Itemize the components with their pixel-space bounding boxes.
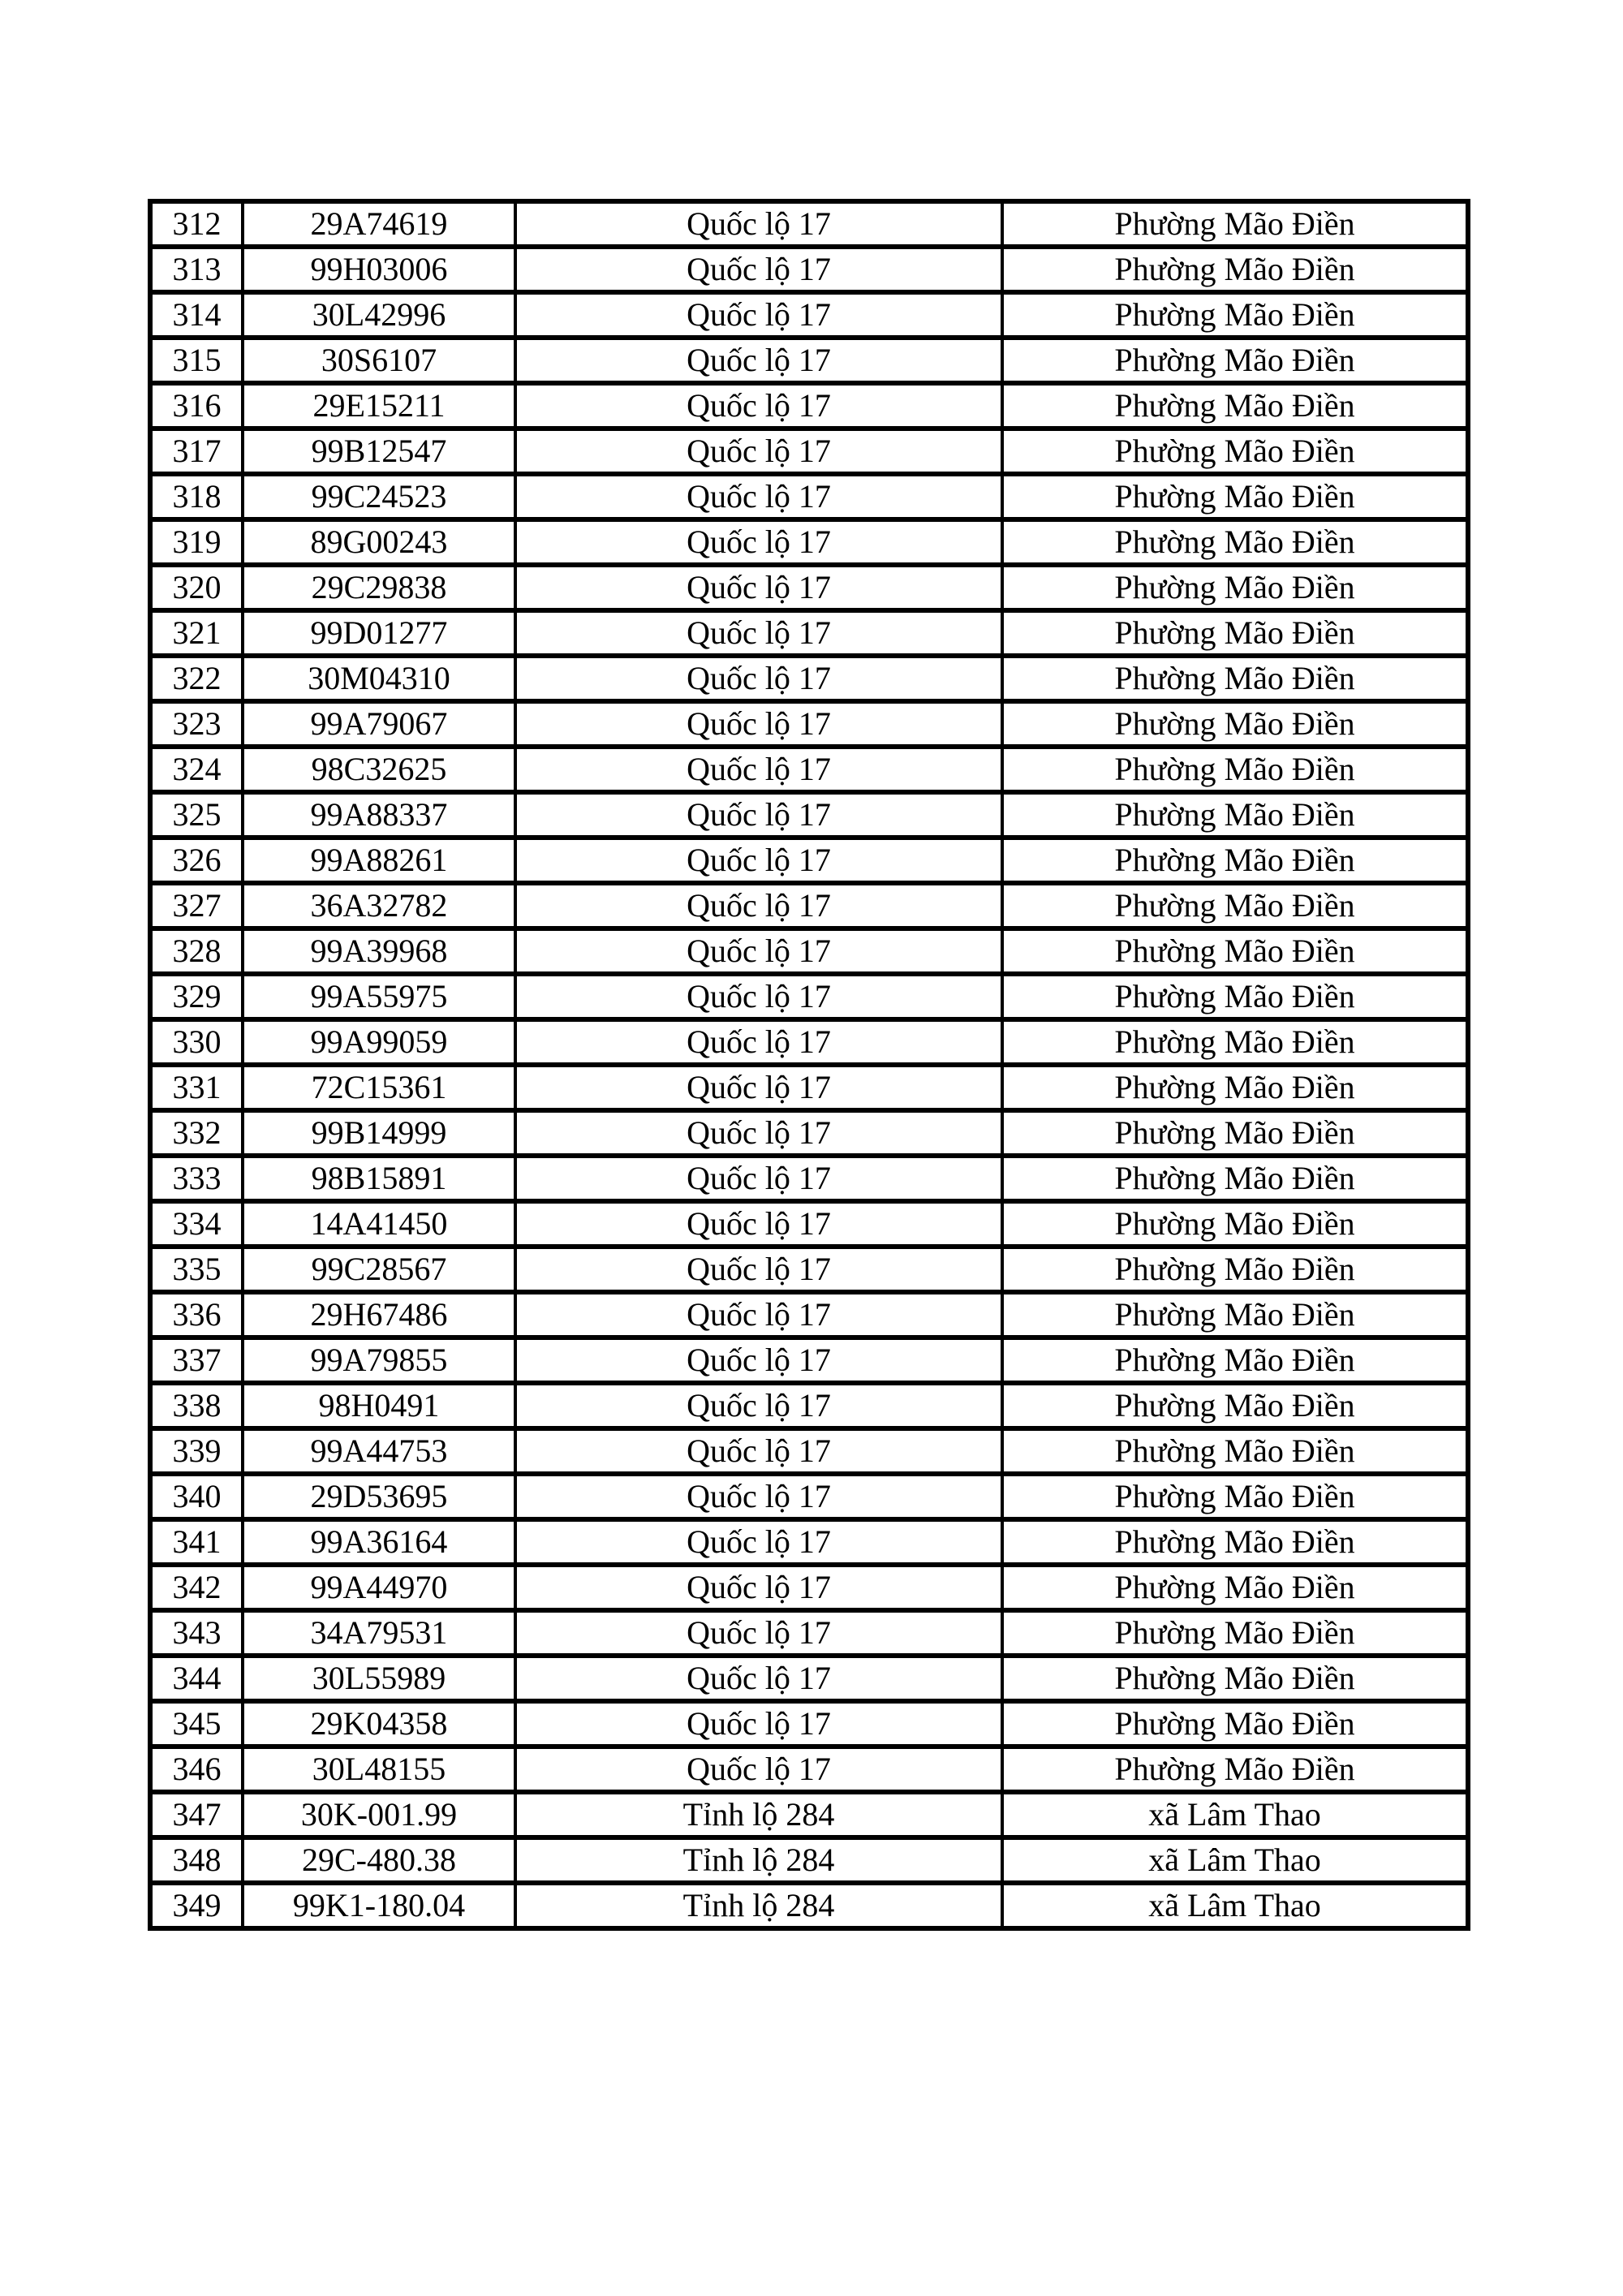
cell-road: Quốc lộ 17 (515, 928, 1002, 974)
cell-no: 325 (150, 792, 243, 838)
cell-plate: 99C24523 (243, 474, 515, 519)
cell-no: 315 (150, 338, 243, 383)
table-row (150, 1383, 1468, 1428)
cell-road: Quốc lộ 17 (515, 1428, 1002, 1474)
cell-road: Quốc lộ 17 (515, 292, 1002, 338)
cell-plate: 99A55975 (243, 974, 515, 1019)
table-row (150, 1474, 1468, 1519)
cell-road: Quốc lộ 17 (515, 1110, 1002, 1156)
cell-no: 348 (150, 1837, 243, 1883)
table-row (150, 1610, 1468, 1656)
cell-plate: 29A74619 (243, 201, 515, 247)
cell-plate: 29H67486 (243, 1292, 515, 1338)
cell-plate: 99A88261 (243, 838, 515, 883)
table-row (150, 1519, 1468, 1565)
cell-location: xã Lâm Thao (1002, 1837, 1468, 1883)
cell-plate: 29D53695 (243, 1474, 515, 1519)
cell-road: Quốc lộ 17 (515, 656, 1002, 701)
cell-no: 331 (150, 1065, 243, 1110)
cell-plate: 99A44753 (243, 1428, 515, 1474)
cell-no: 340 (150, 1474, 243, 1519)
table-row (150, 1428, 1468, 1474)
cell-plate: 99A88337 (243, 792, 515, 838)
cell-plate: 14A41450 (243, 1201, 515, 1247)
cell-plate: 99C28567 (243, 1247, 515, 1292)
cell-no: 316 (150, 383, 243, 429)
cell-plate: 29C29838 (243, 565, 515, 610)
table-row (150, 1065, 1468, 1110)
cell-plate: 98C32625 (243, 747, 515, 792)
table-row (150, 747, 1468, 792)
table-row (150, 201, 1468, 247)
cell-plate: 29E15211 (243, 383, 515, 429)
cell-road: Quốc lộ 17 (515, 338, 1002, 383)
cell-plate: 99A39968 (243, 928, 515, 974)
cell-location: Phường Mão Điền (1002, 610, 1468, 656)
cell-no: 328 (150, 928, 243, 974)
cell-road: Quốc lộ 17 (515, 1065, 1002, 1110)
cell-location: Phường Mão Điền (1002, 1338, 1468, 1383)
cell-no: 312 (150, 201, 243, 247)
cell-location: Phường Mão Điền (1002, 883, 1468, 928)
table-row (150, 474, 1468, 519)
cell-location: Phường Mão Điền (1002, 1019, 1468, 1065)
cell-plate: 36A32782 (243, 883, 515, 928)
cell-road: Quốc lộ 17 (515, 201, 1002, 247)
table-row (150, 565, 1468, 610)
cell-no: 317 (150, 429, 243, 474)
cell-plate: 99A79855 (243, 1338, 515, 1383)
cell-no: 322 (150, 656, 243, 701)
table-row (150, 792, 1468, 838)
cell-road: Quốc lộ 17 (515, 838, 1002, 883)
cell-location: Phường Mão Điền (1002, 1610, 1468, 1656)
cell-road: Quốc lộ 17 (515, 701, 1002, 747)
cell-plate: 30L55989 (243, 1656, 515, 1701)
cell-no: 320 (150, 565, 243, 610)
table-row (150, 883, 1468, 928)
cell-road: Quốc lộ 17 (515, 1201, 1002, 1247)
cell-plate: 99A99059 (243, 1019, 515, 1065)
cell-location: Phường Mão Điền (1002, 1701, 1468, 1747)
cell-location: Phường Mão Điền (1002, 928, 1468, 974)
cell-no: 329 (150, 974, 243, 1019)
cell-no: 323 (150, 701, 243, 747)
cell-road: Quốc lộ 17 (515, 565, 1002, 610)
cell-location: Phường Mão Điền (1002, 338, 1468, 383)
cell-road: Quốc lộ 17 (515, 610, 1002, 656)
cell-location: Phường Mão Điền (1002, 292, 1468, 338)
cell-plate: 34A79531 (243, 1610, 515, 1656)
cell-location: Phường Mão Điền (1002, 1656, 1468, 1701)
cell-no: 339 (150, 1428, 243, 1474)
cell-location: Phường Mão Điền (1002, 1747, 1468, 1792)
cell-road: Quốc lộ 17 (515, 1610, 1002, 1656)
cell-road: Quốc lộ 17 (515, 747, 1002, 792)
table-row (150, 247, 1468, 292)
table-row (150, 610, 1468, 656)
cell-no: 344 (150, 1656, 243, 1701)
table-row (150, 429, 1468, 474)
cell-no: 332 (150, 1110, 243, 1156)
cell-location: Phường Mão Điền (1002, 1110, 1468, 1156)
cell-plate: 30K-001.99 (243, 1792, 515, 1837)
cell-no: 338 (150, 1383, 243, 1428)
cell-location: Phường Mão Điền (1002, 1065, 1468, 1110)
cell-location: Phường Mão Điền (1002, 656, 1468, 701)
cell-plate: 99H03006 (243, 247, 515, 292)
cell-no: 333 (150, 1156, 243, 1201)
cell-location: Phường Mão Điền (1002, 1292, 1468, 1338)
cell-plate: 30M04310 (243, 656, 515, 701)
cell-road: Quốc lộ 17 (515, 1519, 1002, 1565)
cell-location: Phường Mão Điền (1002, 1201, 1468, 1247)
cell-no: 318 (150, 474, 243, 519)
cell-no: 336 (150, 1292, 243, 1338)
cell-plate: 99A36164 (243, 1519, 515, 1565)
cell-no: 346 (150, 1747, 243, 1792)
cell-location: Phường Mão Điền (1002, 974, 1468, 1019)
table-row (150, 1701, 1468, 1747)
table-row (150, 292, 1468, 338)
cell-road: Quốc lộ 17 (515, 1247, 1002, 1292)
cell-plate: 99B12547 (243, 429, 515, 474)
cell-road: Quốc lộ 17 (515, 1019, 1002, 1065)
cell-road: Quốc lộ 17 (515, 1383, 1002, 1428)
cell-location: Phường Mão Điền (1002, 429, 1468, 474)
cell-plate: 29C-480.38 (243, 1837, 515, 1883)
cell-location: Phường Mão Điền (1002, 1474, 1468, 1519)
cell-no: 326 (150, 838, 243, 883)
table-row (150, 1747, 1468, 1792)
cell-plate: 99A44970 (243, 1565, 515, 1610)
cell-road: Quốc lộ 17 (515, 792, 1002, 838)
table-row (150, 1792, 1468, 1837)
cell-road: Quốc lộ 17 (515, 1156, 1002, 1201)
cell-road: Quốc lộ 17 (515, 519, 1002, 565)
cell-no: 345 (150, 1701, 243, 1747)
cell-location: Phường Mão Điền (1002, 838, 1468, 883)
table-row (150, 928, 1468, 974)
cell-no: 342 (150, 1565, 243, 1610)
vehicle-list-table (148, 199, 1470, 1931)
table-row (150, 1883, 1468, 1928)
cell-location: Phường Mão Điền (1002, 1383, 1468, 1428)
cell-plate: 29K04358 (243, 1701, 515, 1747)
cell-no: 334 (150, 1201, 243, 1247)
cell-plate: 30L42996 (243, 292, 515, 338)
cell-no: 347 (150, 1792, 243, 1837)
cell-plate: 89G00243 (243, 519, 515, 565)
table-row (150, 1201, 1468, 1247)
table-row (150, 1156, 1468, 1201)
cell-plate: 98H0491 (243, 1383, 515, 1428)
cell-road: Quốc lộ 17 (515, 429, 1002, 474)
cell-location: Phường Mão Điền (1002, 383, 1468, 429)
cell-road: Tỉnh lộ 284 (515, 1792, 1002, 1837)
table-row (150, 1292, 1468, 1338)
cell-road: Quốc lộ 17 (515, 247, 1002, 292)
table-body (150, 201, 1468, 1928)
cell-no: 343 (150, 1610, 243, 1656)
cell-road: Quốc lộ 17 (515, 1701, 1002, 1747)
cell-road: Quốc lộ 17 (515, 974, 1002, 1019)
cell-location: Phường Mão Điền (1002, 701, 1468, 747)
cell-location: xã Lâm Thao (1002, 1883, 1468, 1928)
cell-location: Phường Mão Điền (1002, 1156, 1468, 1201)
cell-plate: 30L48155 (243, 1747, 515, 1792)
table-row (150, 1247, 1468, 1292)
table-row (150, 1656, 1468, 1701)
table-row (150, 838, 1468, 883)
table-row (150, 1837, 1468, 1883)
cell-location: xã Lâm Thao (1002, 1792, 1468, 1837)
cell-location: Phường Mão Điền (1002, 1519, 1468, 1565)
cell-location: Phường Mão Điền (1002, 747, 1468, 792)
cell-road: Quốc lộ 17 (515, 1656, 1002, 1701)
cell-no: 335 (150, 1247, 243, 1292)
cell-road: Quốc lộ 17 (515, 474, 1002, 519)
cell-location: Phường Mão Điền (1002, 565, 1468, 610)
cell-road: Tỉnh lộ 284 (515, 1837, 1002, 1883)
cell-no: 321 (150, 610, 243, 656)
cell-plate: 98B15891 (243, 1156, 515, 1201)
cell-no: 313 (150, 247, 243, 292)
table-row (150, 1110, 1468, 1156)
table-row (150, 656, 1468, 701)
cell-location: Phường Mão Điền (1002, 1428, 1468, 1474)
cell-no: 319 (150, 519, 243, 565)
cell-road: Quốc lộ 17 (515, 1474, 1002, 1519)
cell-no: 330 (150, 1019, 243, 1065)
cell-road: Quốc lộ 17 (515, 1292, 1002, 1338)
cell-no: 341 (150, 1519, 243, 1565)
cell-location: Phường Mão Điền (1002, 1565, 1468, 1610)
cell-plate: 99D01277 (243, 610, 515, 656)
table-row (150, 974, 1468, 1019)
cell-no: 324 (150, 747, 243, 792)
cell-no: 337 (150, 1338, 243, 1383)
table-row (150, 519, 1468, 565)
cell-location: Phường Mão Điền (1002, 792, 1468, 838)
cell-plate: 30S6107 (243, 338, 515, 383)
table-row (150, 1338, 1468, 1383)
table-row (150, 383, 1468, 429)
table-row (150, 701, 1468, 747)
cell-plate: 99B14999 (243, 1110, 515, 1156)
table-row (150, 1019, 1468, 1065)
cell-plate: 99K1-180.04 (243, 1883, 515, 1928)
cell-location: Phường Mão Điền (1002, 247, 1468, 292)
cell-plate: 72C15361 (243, 1065, 515, 1110)
cell-road: Quốc lộ 17 (515, 883, 1002, 928)
table-row (150, 1565, 1468, 1610)
cell-no: 314 (150, 292, 243, 338)
cell-plate: 99A79067 (243, 701, 515, 747)
cell-road: Quốc lộ 17 (515, 1338, 1002, 1383)
table-row (150, 338, 1468, 383)
cell-road: Tỉnh lộ 284 (515, 1883, 1002, 1928)
cell-road: Quốc lộ 17 (515, 383, 1002, 429)
cell-location: Phường Mão Điền (1002, 1247, 1468, 1292)
cell-road: Quốc lộ 17 (515, 1747, 1002, 1792)
cell-location: Phường Mão Điền (1002, 474, 1468, 519)
cell-no: 327 (150, 883, 243, 928)
cell-no: 349 (150, 1883, 243, 1928)
cell-location: Phường Mão Điền (1002, 201, 1468, 247)
cell-road: Quốc lộ 17 (515, 1565, 1002, 1610)
cell-location: Phường Mão Điền (1002, 519, 1468, 565)
